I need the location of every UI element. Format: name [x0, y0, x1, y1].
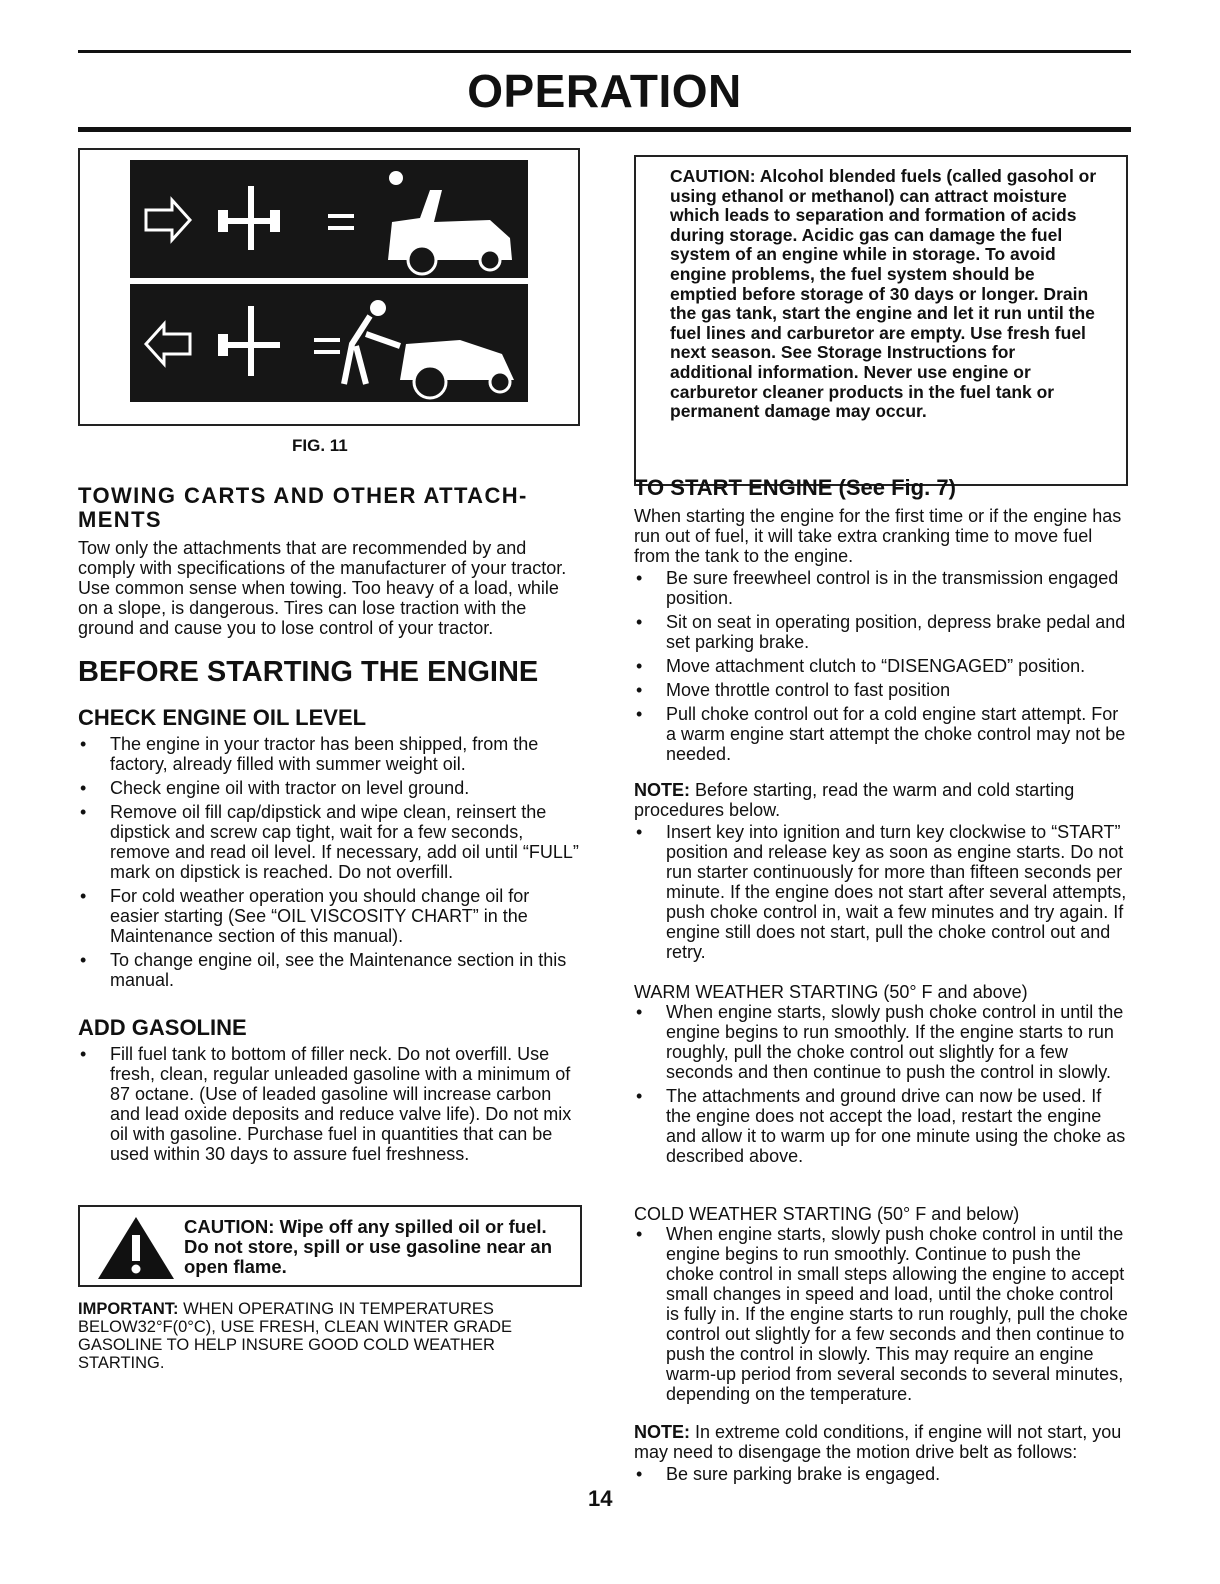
oil-heading: CHECK ENGINE OIL LEVEL — [78, 705, 367, 730]
list-item: • Pull choke control out for a cold engine start attempt. For a warm engine start attempt the choke control may not be needed. — [634, 704, 1130, 764]
list-item: • Move throttle control to fast position — [634, 680, 1130, 700]
important-text: WHEN OPERATING IN TEMPERATURES BELOW32°F(0°C), USE FRESH, CLEAN WINTER GRADE GASOLINE TO HELP INSURE GOOD COLD WEATHER STARTING. — [78, 1300, 513, 1372]
list-item: • The engine in your tractor has been shipped, from the factory, already filled with summer weight oil. — [78, 734, 580, 774]
figure-caption: FIG. 11 — [292, 436, 348, 455]
caution-alcohol-text: CAUTION: Alcohol blended fuels (called gasohol or using ethanol or methanol) can attract moisture which leads to separation and formation of acids during storage. Acidic gas can damage the fuel system of an engine while in storage. To avoid engine problems, the fuel system should be emptied before storage of 30 days or longer. Drain the gas tank, start the engine and let it run until the fuel lines and carburetor are empty. Use fresh fuel next season. See Storage Instructions for additional information. Never use engine or carburetor cleaner products in the fuel tank or permanent damage may occur. — [670, 166, 1097, 422]
page-number: 14 — [588, 1486, 613, 1511]
list-item: • Move attachment clutch to “DISENGAGED” position. — [634, 656, 1130, 676]
list-item: • Be sure freewheel control is in the transmission engaged position. — [634, 568, 1130, 608]
note-before-starting — [634, 780, 1130, 820]
caution-alcohol-box — [634, 155, 1128, 486]
note-text: Before starting, read the warm and cold starting procedures below. — [634, 780, 1075, 820]
note-label: NOTE: — [634, 1422, 690, 1442]
note-text: In extreme cold conditions, if engine will not start, you may need to disengage the motion drive belt as follows: — [634, 1422, 1122, 1462]
towing-heading: TOWING CARTS AND OTHER ATTACH-MENTS — [78, 483, 528, 532]
warning-triangle-icon — [96, 1215, 176, 1281]
oil-list — [78, 734, 580, 994]
title-rule — [78, 127, 1131, 132]
list-item: • Fill fuel tank to bottom of filler neck. Do not overfill. Use fresh, clean, regular unleaded gasoline with a minimum of 87 octane. (Use of leaded gasoline will increase carbon and lead oxide deposits and reduce valve life). Do not mix oil with gasoline. Purchase fuel in quantities that can be used within 30 days to assure fuel freshness. — [78, 1044, 580, 1164]
caution-gasoline-box — [78, 1205, 582, 1287]
list-item: • The attachments and ground drive can now be used. If the engine does not accept the load, restart the engine and allow it to warm up for one minute using the choke as described above. — [634, 1086, 1130, 1166]
before-starting-heading: BEFORE STARTING THE ENGINE — [78, 656, 539, 688]
list-item: • For cold weather operation you should change oil for easier starting (See “OIL VISCOSITY CHART” in the Maintenance section of this manual). — [78, 886, 580, 946]
reverse-push-icon — [130, 284, 528, 402]
figure-reverse-panel — [130, 284, 528, 402]
page-title: OPERATION — [467, 65, 742, 117]
cold-weather-list — [634, 1224, 1130, 1408]
caution-gasoline-text: CAUTION: Wipe off any spilled oil or fuel. Do not store, spill or use gasoline near an open flame. — [184, 1216, 553, 1277]
list-item: • Sit on seat in operating position, depress brake pedal and set parking brake. — [634, 612, 1130, 652]
final-list — [634, 1464, 1130, 1488]
important-note — [78, 1300, 580, 1372]
warm-weather-list — [634, 1002, 1130, 1170]
gas-list — [78, 1044, 580, 1168]
list-item: • Remove oil fill cap/dipstick and wipe clean, reinsert the dipstick and screw cap tight, wait for a few seconds, remove and read oil level. If necessary, add oil until “FULL” mark on dipstick is reached. Do not overfill. — [78, 802, 580, 882]
ignition-list — [634, 822, 1130, 966]
note-label: NOTE: — [634, 780, 690, 800]
list-item: • Check engine oil with tractor on level ground. — [78, 778, 580, 798]
warm-weather-heading: WARM WEATHER STARTING (50° F and above) — [634, 982, 1028, 1002]
note-extreme-cold — [634, 1422, 1130, 1462]
figure-forward-panel — [130, 160, 528, 278]
cold-weather-heading: COLD WEATHER STARTING (50° F and below) — [634, 1204, 1020, 1224]
list-item: • To change engine oil, see the Maintenance section in this manual. — [78, 950, 580, 990]
towing-body: Tow only the attachments that are recommended by and comply with specifications of the manufacturer of your tractor. Use common sense when towing. Too heavy of a load, while on a slope, is dangerous. Tires can lose traction with the ground and cause you to lose control of your tractor. — [78, 538, 567, 638]
list-item: • Be sure parking brake is engaged. — [634, 1464, 1130, 1484]
figure-11 — [78, 148, 580, 426]
list-item: • Insert key into ignition and turn key clockwise to “START” position and release key as soon as engine starts. Do not run starter continuously for more than fifteen seconds per minute. If the engine does not start after several attempts, push choke control in, wait a few minutes and try again. If engine still does not start, pull the choke control out and retry. — [634, 822, 1130, 962]
list-item: • When engine starts, slowly push choke control in until the engine begins to run smoothly. If the engine starts to run roughly, pull the choke control out slightly for a few seconds and then continue to push the control in slowly. — [634, 1002, 1130, 1082]
forward-tow-icon — [130, 160, 528, 278]
start-list — [634, 568, 1130, 768]
gas-heading: ADD GASOLINE — [78, 1015, 247, 1040]
top-rule — [78, 50, 1131, 53]
start-engine-heading: TO START ENGINE (See Fig. 7) — [634, 475, 956, 500]
list-item: • When engine starts, slowly push choke control in until the engine begins to run smoothly. Continue to push the choke control in small steps allowing the engine to accept small changes in speed and load, until the choke control is fully in. If the engine starts to run roughly, pull the choke control out slightly for a few seconds and then continue to push the control in slowly. This may require an engine warm-up period from several seconds to several minutes, depending on the temperature. — [634, 1224, 1130, 1404]
start-intro: When starting the engine for the first time or if the engine has run out of fuel, it will take extra cranking time to move fuel from the tank to the engine. — [634, 506, 1122, 566]
important-label: IMPORTANT: — [78, 1300, 179, 1318]
